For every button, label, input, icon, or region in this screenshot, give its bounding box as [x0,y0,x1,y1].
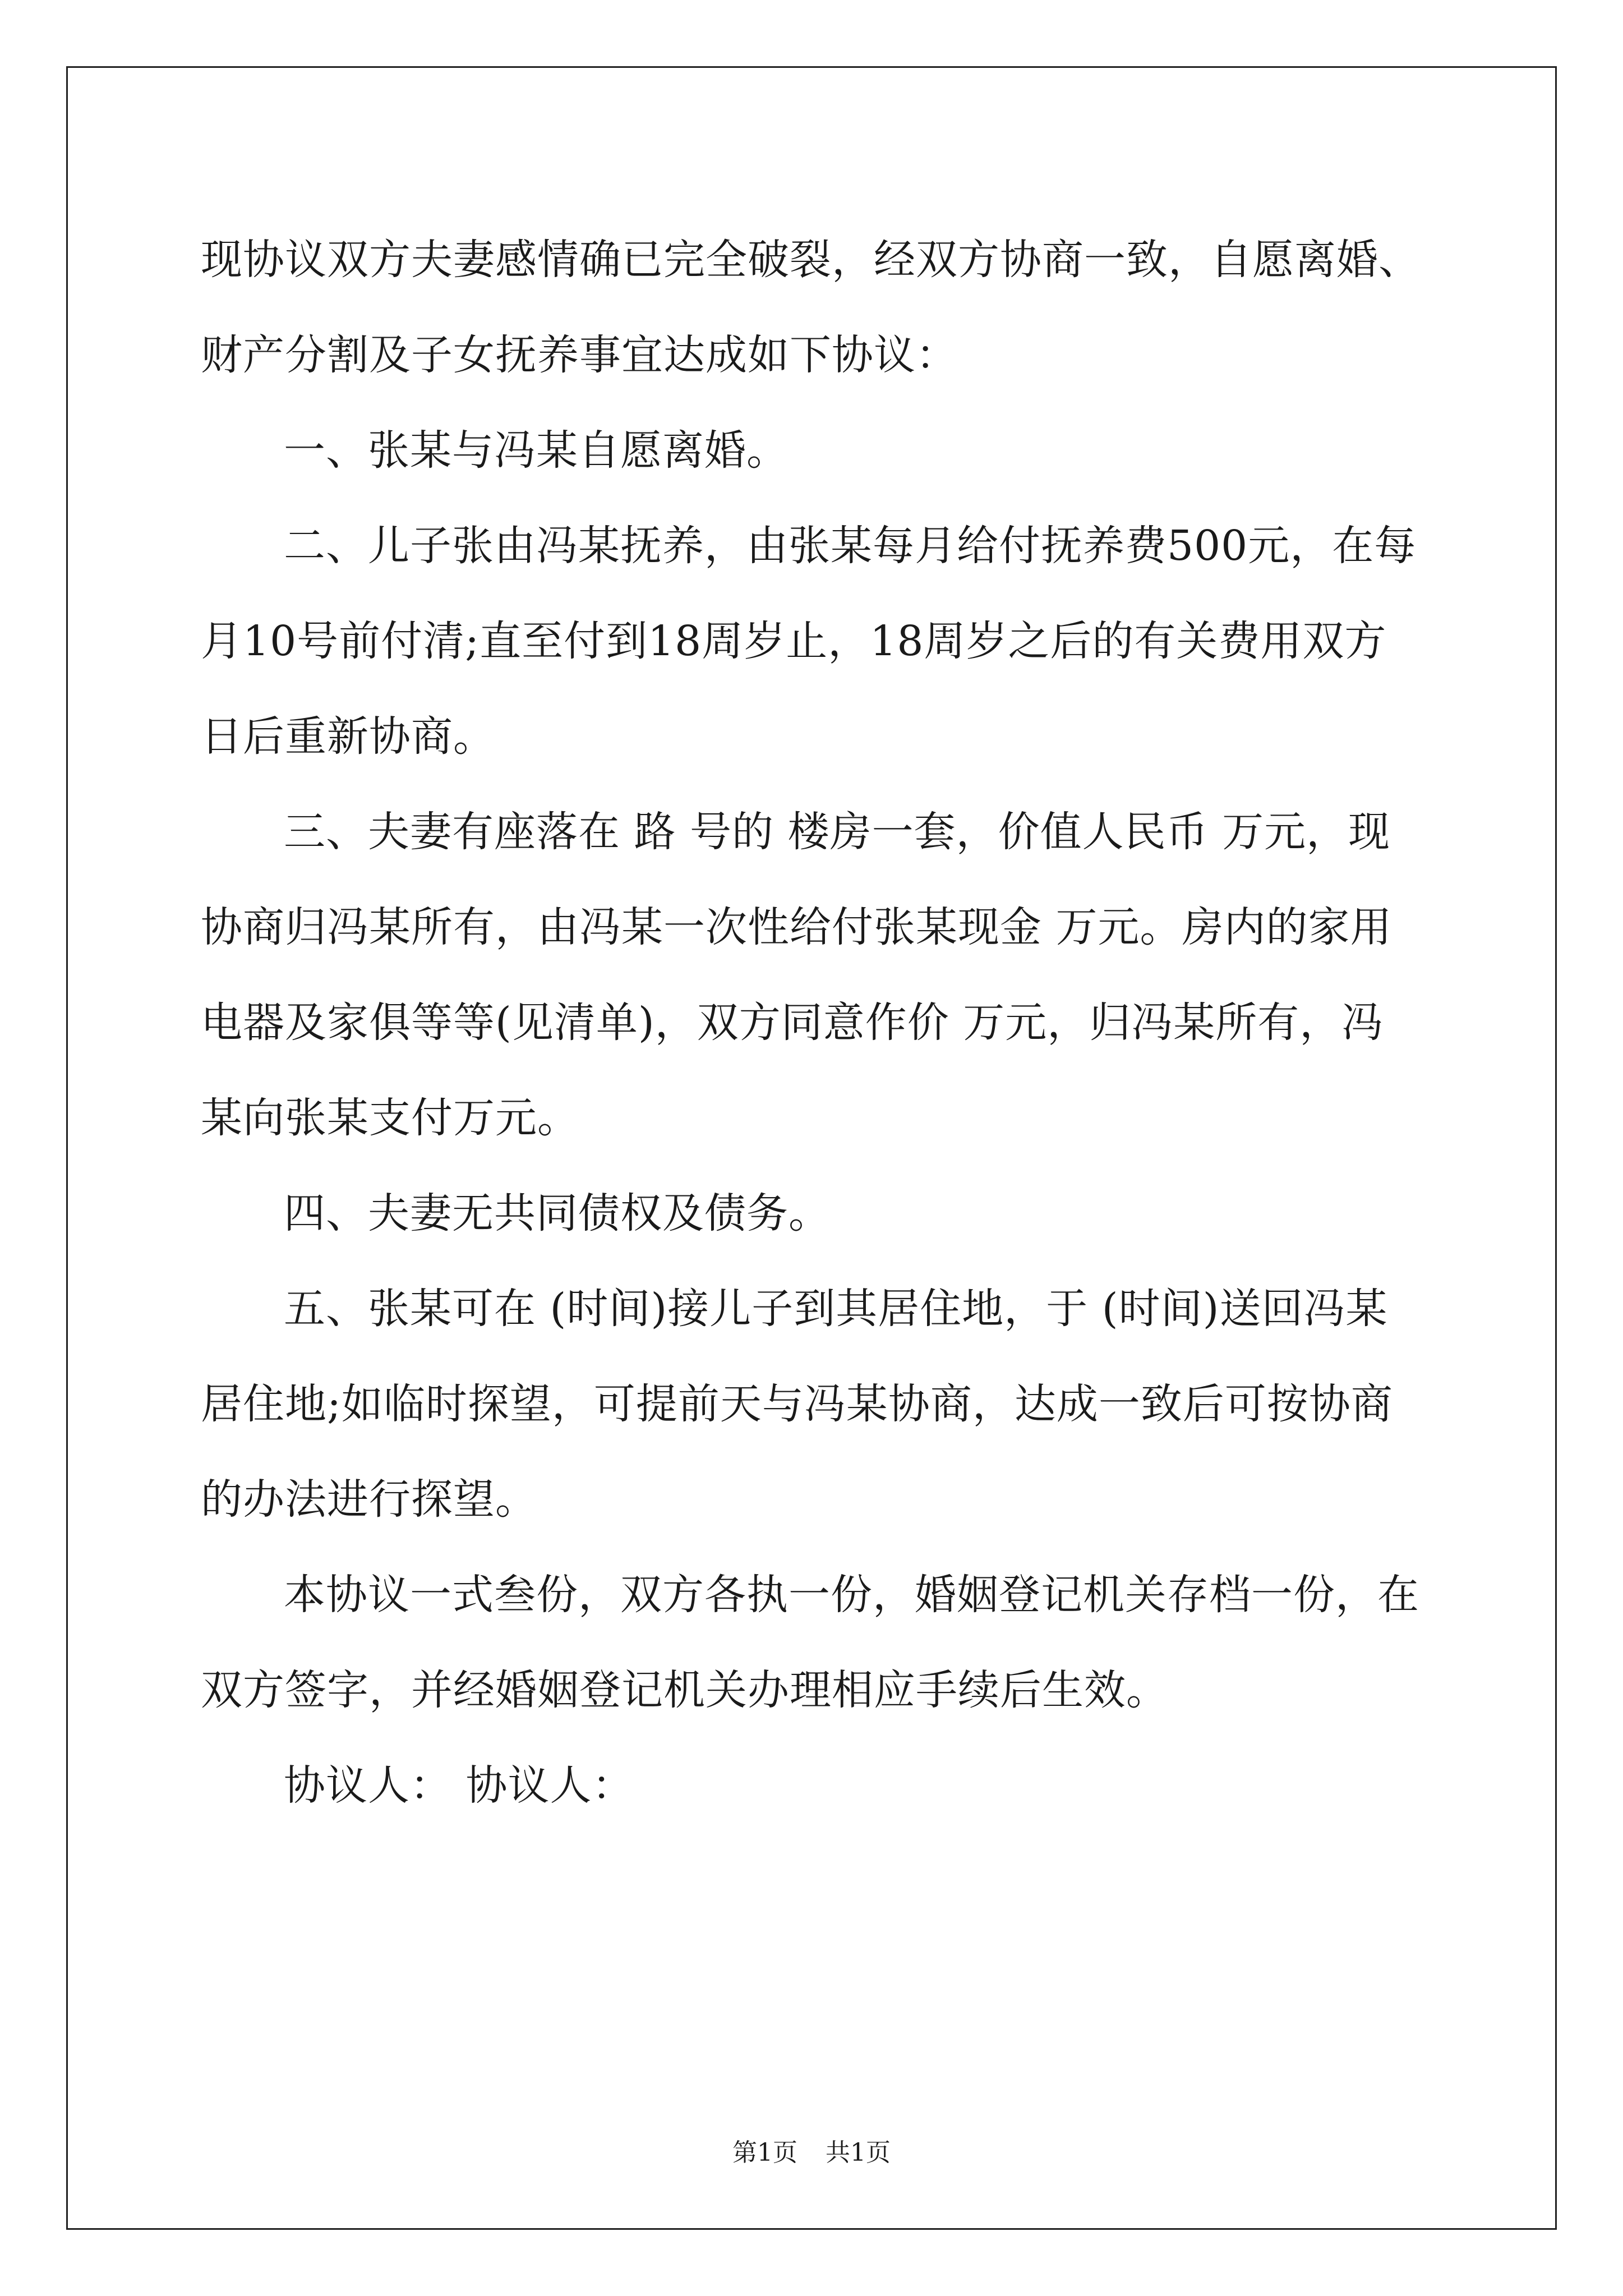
paragraph-clause-5: 五、张某可在 (时间)接儿子到其居住地，于 (时间)送回冯某居住地;如临时探望，可提前天与冯某协商，达成一致后可按协商的办法进行探望。 [201,1285,1393,1524]
page-footer [0,2136,1623,2170]
paragraph-clause-1: 一、张某与冯某自愿离婚。 [284,426,789,475]
paragraph-preamble: 现协议双方夫妻感情确已完全破裂，经双方协商一致，自愿离婚、财产分割及子女抚养事宜达成如下协议： [201,236,1421,379]
page-number-total: 共1页 [826,2138,891,2167]
document-body [201,212,1423,1833]
paragraph-clause-3: 三、夫妻有座落在 路 号的 楼房一套，价值人民币 万元，现协商归冯某所有，由冯某一次性给付张某现金 万元。房内的家用电器及家俱等等(见清单)，双方同意作价 万元，归冯某所有，冯某向张某支付万元。 [201,808,1393,1142]
page-number-current: 第1页 [732,2138,797,2167]
paragraph-clause-4: 四、夫妻无共同债权及债务。 [284,1189,831,1237]
paragraph-copies: 本协议一式叁份，双方各执一份，婚姻登记机关存档一份，在双方签字，并经婚姻登记机关办理相应手续后生效。 [201,1571,1419,1714]
paragraph-signatories: 协议人： 协议人： [284,1761,634,1810]
paragraph-clause-2: 二、儿子张由冯某抚养，由张某每月给付抚养费500元，在每月10号前付清;直至付到18周岁止，18周岁之后的有关费用双方日后重新协商。 [201,522,1417,761]
